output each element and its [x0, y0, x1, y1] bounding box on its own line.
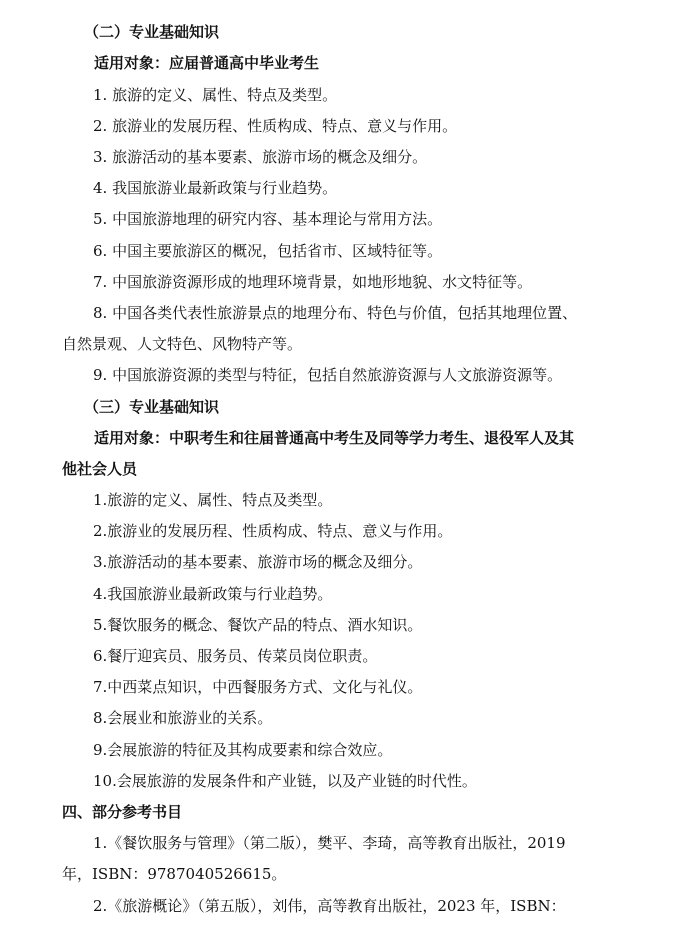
- section-2-item: 3. 旅游活动的基本要素、旅游市场的概念及细分。: [93, 148, 428, 166]
- section-2-item-continuation: 自然景观、人文特色、风物特产等。: [62, 335, 303, 353]
- reference-item: 2.《旅游概论》（第五版），刘伟，高等教育出版社，2023 年，ISBN：: [93, 897, 566, 915]
- section-2-item: 1. 旅游的定义、属性、特点及类型。: [93, 86, 338, 104]
- section-3-item: 8.会展业和旅游业的关系。: [93, 709, 273, 727]
- section-3-item: 4.我国旅游业最新政策与行业趋势。: [93, 585, 333, 603]
- section-2-item: 9. 中国旅游资源的类型与特征，包括自然旅游资源与人文旅游资源等。: [93, 366, 563, 384]
- section-2-heading: （二）专业基础知识: [84, 23, 220, 41]
- section-3-item: 5.餐饮服务的概念、餐饮产品的特点、酒水知识。: [93, 616, 423, 634]
- section-3-item: 10.会展旅游的发展条件和产业链，以及产业链的时代性。: [93, 772, 477, 790]
- section-3-item: 7.中西菜点知识，中西餐服务方式、文化与礼仪。: [93, 678, 423, 696]
- section-3-item: 3.旅游活动的基本要素、旅游市场的概念及细分。: [93, 553, 423, 571]
- section-3-item: 1.旅游的定义、属性、特点及类型。: [93, 491, 333, 509]
- section-3-item: 2.旅游业的发展历程、性质构成、特点、意义与作用。: [93, 522, 453, 540]
- section-2-item: 2. 旅游业的发展历程、性质构成、特点、意义与作用。: [93, 117, 458, 135]
- section-2-item: 4. 我国旅游业最新政策与行业趋势。: [93, 179, 338, 197]
- section-2-item: 8. 中国各类代表性旅游景点的地理分布、特色与价值，包括其地理位置、: [93, 304, 578, 322]
- section-2-item: 6. 中国主要旅游区的概况，包括省市、区域特征等。: [93, 242, 443, 260]
- section-3-target: 适用对象：中职考生和往届普通高中考生及同等学力考生、退役军人及其: [94, 429, 575, 447]
- reference-item-continuation: 年，ISBN：9787040526615。: [62, 865, 287, 883]
- section-3-item: 6.餐厅迎宾员、服务员、传菜员岗位职责。: [93, 647, 378, 665]
- section-3-heading: （三）专业基础知识: [84, 398, 220, 416]
- reference-item: 1.《餐饮服务与管理》（第二版），樊平、李琦，高等教育出版社，2019: [93, 834, 566, 852]
- section-3-target-continuation: 他社会人员: [62, 460, 138, 478]
- section-2-item: 5. 中国旅游地理的研究内容、基本理论与常用方法。: [93, 210, 443, 228]
- section-2-target: 适用对象：应届普通高中毕业考生: [94, 54, 320, 72]
- section-2-item: 7. 中国旅游资源形成的地理环境背景，如地形地貌、水文特征等。: [93, 273, 533, 291]
- section-4-heading: 四、部分参考书目: [62, 803, 183, 821]
- section-3-item: 9.会展旅游的特征及其构成要素和综合效应。: [93, 741, 393, 759]
